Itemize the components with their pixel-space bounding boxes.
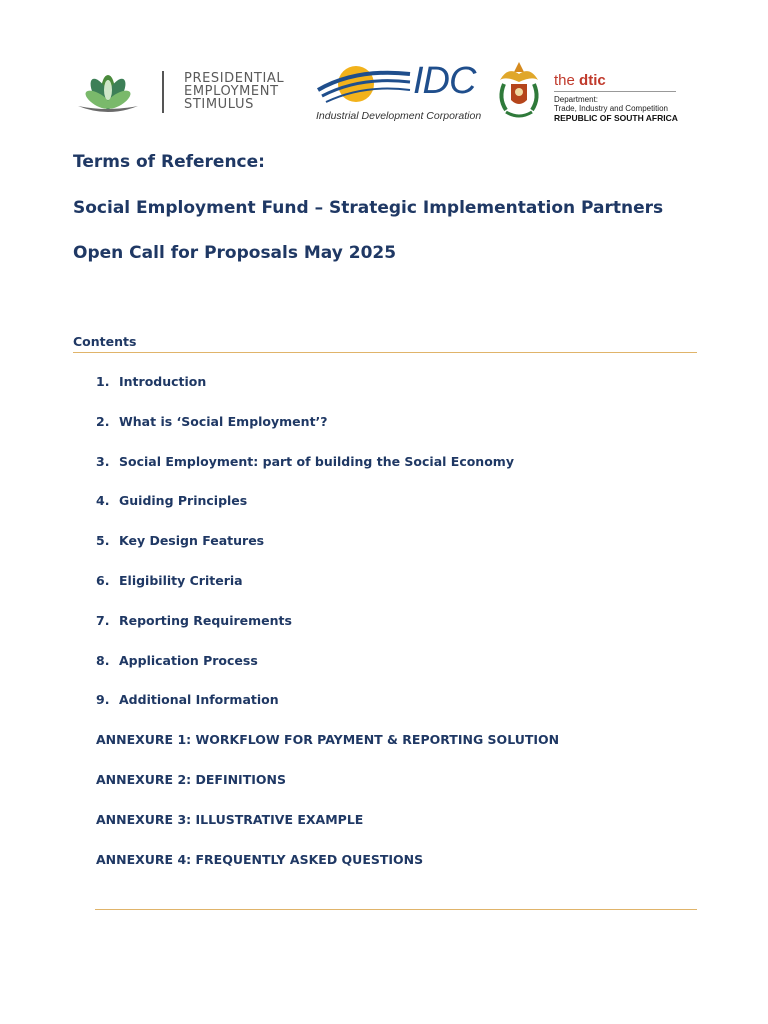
contents-heading: Contents — [73, 334, 137, 349]
toc-annexure-4[interactable]: ANNEXURE 4: FREQUENTLY ASKED QUESTIONS — [96, 851, 424, 867]
toc-label: Reporting Requirements — [119, 612, 292, 628]
idc-sun-icon — [316, 60, 412, 110]
call-title: Open Call for Proposals May 2025 — [73, 243, 397, 263]
pes-line-2: EMPLOYMENT — [184, 84, 279, 99]
toc-number: 2. — [96, 413, 110, 429]
dtic-department: Department: — [554, 95, 599, 104]
toc-number: 8. — [96, 652, 110, 668]
dtic-brand — [554, 72, 679, 89]
dtic-divider — [554, 91, 676, 92]
dtic-department-name: Trade, Industry and Competition — [554, 104, 668, 113]
toc-item-eligibility-criteria[interactable] — [96, 573, 656, 613]
toc-annexure-1[interactable]: ANNEXURE 1: WORKFLOW FOR PAYMENT & REPORTING SOLUTION — [96, 732, 560, 748]
toc-label: Eligibility Criteria — [119, 572, 243, 588]
toc-item-introduction[interactable] — [96, 374, 656, 414]
idc-logo — [316, 60, 482, 124]
toc-number: 4. — [96, 493, 110, 509]
dtic-logo — [554, 72, 679, 124]
presidential-employment-stimulus-logo — [72, 68, 297, 118]
toc-label: What is ‘Social Employment’? — [119, 413, 328, 429]
pes-line-3: STIMULUS — [184, 97, 254, 112]
toc-number: 6. — [96, 572, 110, 588]
toc-item-social-employment[interactable] — [96, 414, 656, 454]
toc-number: 5. — [96, 533, 110, 549]
toc-number: 3. — [96, 453, 110, 469]
toc-item-social-economy[interactable] — [96, 454, 656, 494]
toc-item-reporting-requirements[interactable] — [96, 613, 656, 653]
pes-line-1: PRESIDENTIAL — [184, 71, 285, 86]
toc-annexure-3[interactable]: ANNEXURE 3: ILLUSTRATIVE EXAMPLE — [96, 811, 364, 827]
toc-number: 7. — [96, 612, 110, 628]
contents-divider-bottom — [95, 909, 697, 910]
coat-of-arms-icon — [494, 58, 544, 122]
toc-item-application-process[interactable] — [96, 653, 656, 693]
toc-label: Key Design Features — [119, 533, 265, 549]
idc-subtitle: Industrial Development Corporation — [316, 110, 482, 122]
contents-divider-top — [73, 352, 697, 353]
dtic-country: REPUBLIC OF SOUTH AFRICA — [554, 113, 678, 123]
idc-wordmark: IDC — [413, 60, 476, 102]
toc-annexure-2[interactable]: ANNEXURE 2: DEFINITIONS — [96, 771, 286, 787]
dtic-brand-prefix: the — [554, 72, 580, 89]
toc-number: 1. — [96, 374, 110, 389]
logo-divider — [162, 71, 164, 113]
toc-number: 9. — [96, 692, 110, 708]
toc-label: Social Employment: part of building the Social Economy — [119, 453, 514, 469]
toc-label: Additional Information — [119, 692, 279, 708]
document-subtitle: Social Employment Fund – Strategic Implementation Partners — [73, 198, 664, 218]
document-title: Terms of Reference: — [73, 152, 265, 172]
toc-label: Guiding Principles — [119, 493, 248, 509]
pes-wordmark — [184, 72, 284, 111]
toc-item-guiding-principles[interactable] — [96, 493, 656, 533]
table-of-contents — [96, 374, 656, 891]
toc-item-key-design-features[interactable] — [96, 533, 656, 573]
dtic-brand-name: dtic — [579, 72, 606, 89]
toc-item-additional-information[interactable] — [96, 692, 656, 732]
lotus-icon — [72, 68, 144, 116]
toc-label: Introduction — [119, 374, 207, 389]
toc-label: Application Process — [119, 652, 258, 668]
logo-bar — [72, 58, 692, 128]
